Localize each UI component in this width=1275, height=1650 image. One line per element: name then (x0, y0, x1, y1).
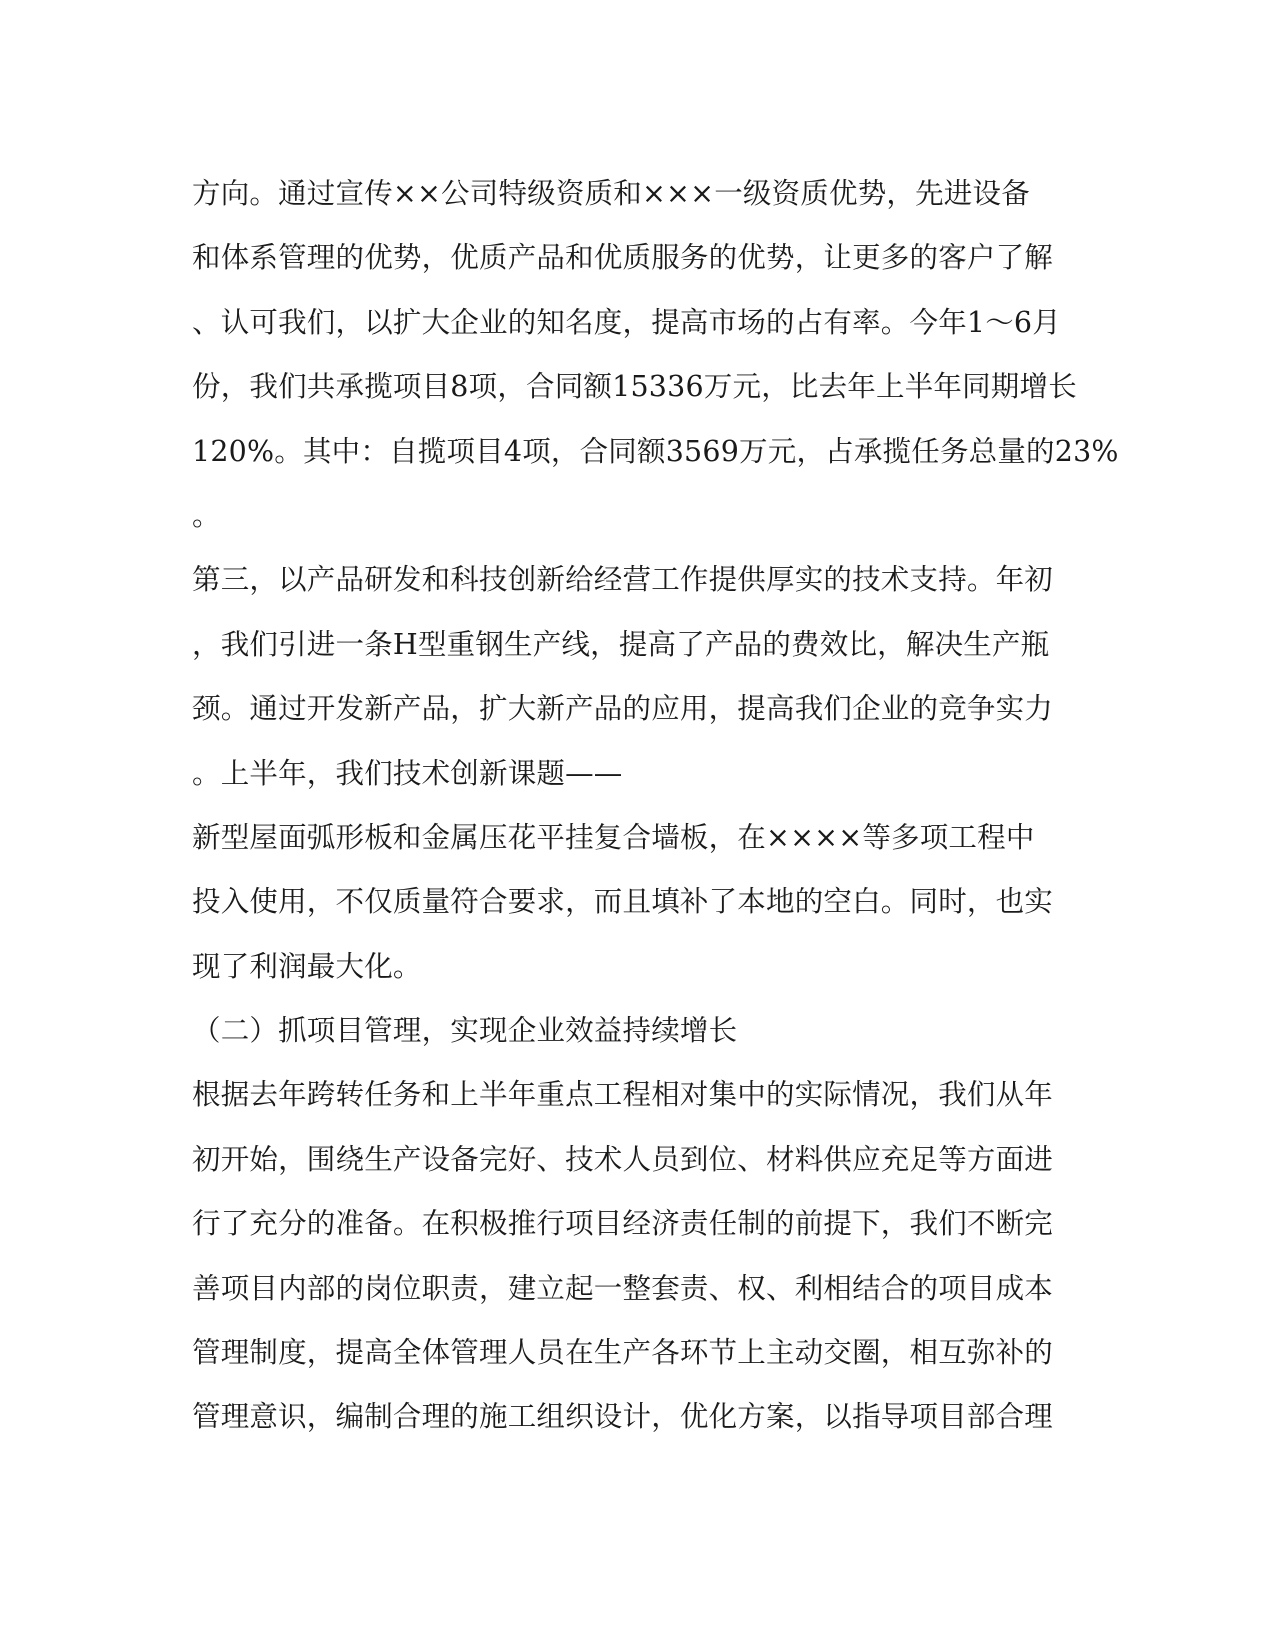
text-line: 份，我们共承揽项目8项，合同额15336万元，比去年上半年同期增长 (192, 370, 1077, 404)
text-line: 根据去年跨转任务和上半年重点工程相对集中的实际情况，我们从年 (192, 1078, 1054, 1112)
section-heading: （二）抓项目管理，实现企业效益持续增长 (192, 1014, 738, 1048)
text-line: 新型屋面弧形板和金属压花平挂复合墙板，在××××等多项工程中 (192, 820, 1035, 854)
text-line: 。上半年，我们技术创新课题—— (192, 756, 623, 790)
text-line: 管理意识，编制合理的施工组织设计，优化方案，以指导项目部合理 (192, 1400, 1054, 1434)
body-text (192, 162, 1119, 1450)
text-line: 第三，以产品研发和科技创新给经营工作提供厚实的技术支持。年初 (192, 563, 1054, 597)
text-line: 颈。通过开发新产品，扩大新产品的应用，提高我们企业的竞争实力 (192, 692, 1054, 726)
text-line: 行了充分的准备。在积极推行项目经济责任制的前提下，我们不断完 (192, 1207, 1054, 1241)
text-line: ，我们引进一条H型重钢生产线，提高了产品的费效比，解决生产瓶 (192, 627, 1050, 661)
text-line: 120%。其中：自揽项目4项，合同额3569万元，占承揽任务总量的23% (192, 434, 1119, 468)
text-line: 善项目内部的岗位职责，建立起一整套责、权、利相结合的项目成本 (192, 1271, 1054, 1305)
text-line: 初开始，围绕生产设备完好、技术人员到位、材料供应充足等方面进 (192, 1142, 1054, 1176)
text-line: 管理制度，提高全体管理人员在生产各环节上主动交圈，相互弥补的 (192, 1336, 1054, 1370)
text-line: 、认可我们，以扩大企业的知名度，提高市场的占有率。今年1～6月 (192, 305, 1061, 339)
text-line: 。 (192, 498, 221, 532)
text-line: 和体系管理的优势，优质产品和优质服务的优势，让更多的客户了解 (192, 241, 1054, 275)
text-line: 方向。通过宣传××公司特级资质和×××一级资质优势，先进设备 (192, 177, 1030, 210)
text-line: 现了利润最大化。 (192, 949, 422, 983)
text-line: 投入使用，不仅质量符合要求，而且填补了本地的空白。同时，也实 (192, 885, 1054, 919)
